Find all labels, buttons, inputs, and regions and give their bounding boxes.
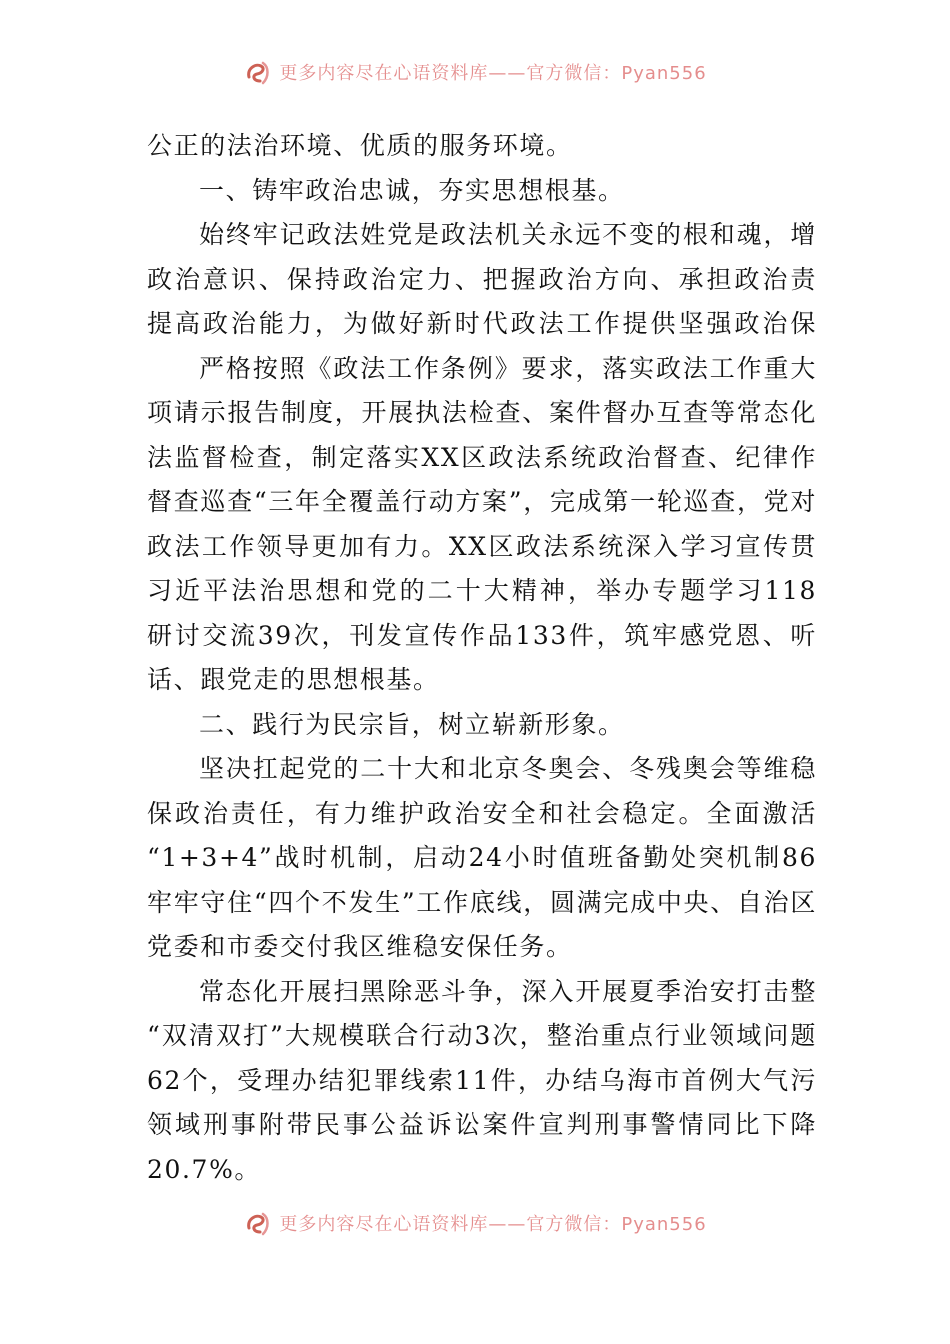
text-line: 常态化开展扫黑除恶斗争，深入开展夏季治安打击整 [199,976,817,1006]
text-line: 严格按照《政法工作条例》要求，落实政法工作重大 [199,353,817,383]
footer-watermark [0,1203,950,1243]
header-watermark [0,52,950,92]
section-heading: 一、铸牢政治忠诚，夯实思想根基。 [199,175,625,205]
text-line: “双清双打”大规模联合行动3次，整治重点行业领域问题 [147,1021,817,1050]
watermark-text: 更多内容尽在心语资料库——官方微信：Pyan556 [279,1214,707,1235]
watermark-text: 更多内容尽在心语资料库——官方微信：Pyan556 [279,63,707,84]
text-line: 20.7%。 [147,1154,262,1184]
brand-logo-icon [243,1208,273,1238]
section-heading: 二、践行为民宗旨，树立崭新形象。 [199,709,625,739]
text-line: 提高政治能力，为做好新时代政法工作提供坚强政治保 [147,309,817,338]
text-line: 督查巡查“三年全覆盖行动方案”，完成第一轮巡查，党对 [147,487,817,516]
text-line: 法监督检查，制定落实XX区政法系统政治督查、纪律作 [147,442,817,472]
brand-logo-icon [243,57,273,87]
text-line: 政法工作领导更加有力。XX区政法系统深入学习宣传贯 [147,531,817,561]
text-line: 话、跟党走的思想根基。 [147,665,440,694]
document-body [147,124,817,1192]
text-line: 研讨交流39次，刊发宣传作品133件，筑牢感党恩、听 [147,620,817,650]
text-line: 领域刑事附带民事公益诉讼案件宣判刑事警情同比下降 [147,1110,817,1139]
text-line: 牢牢守住“四个不发生”工作底线，圆满完成中央、自治区 [147,887,817,917]
text-line: 公正的法治环境、优质的服务环境。 [147,131,573,160]
text-line: “1+3+4”战时机制，启动24小时值班备勤处突机制86 [147,843,817,872]
text-line: 始终牢记政法姓党是政法机关永远不变的根和魂，增 [199,220,817,249]
text-line: 党委和市委交付我区维稳安保任务。 [147,932,573,961]
text-line: 政治意识、保持政治定力、把握政治方向、承担政治责 [147,264,817,294]
text-line: 62个，受理办结犯罪线索11件，办结乌海市首例大气污 [147,1065,817,1095]
text-line: 项请示报告制度，开展执法检查、案件督办互查等常态化 [147,398,817,427]
text-line: 坚决扛起党的二十大和北京冬奥会、冬残奥会等维稳 [199,754,817,783]
text-line: 保政治责任，有力维护政治安全和社会稳定。全面激活 [147,798,817,828]
text-line: 习近平法治思想和党的二十大精神，举办专题学习118 [147,576,817,605]
